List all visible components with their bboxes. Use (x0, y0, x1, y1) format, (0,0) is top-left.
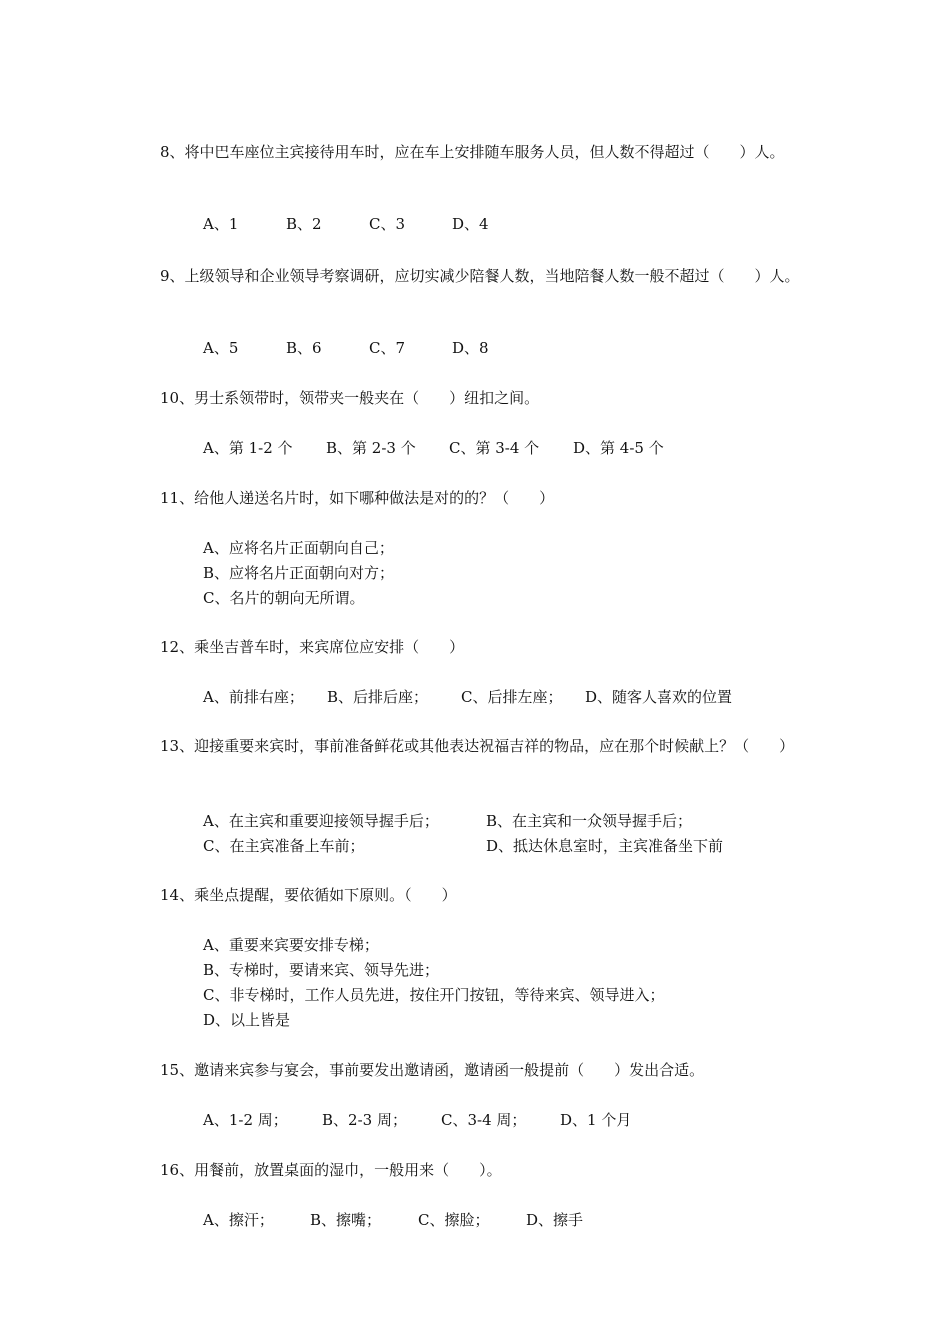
option-d: D、8 (452, 339, 489, 357)
question-15-stem: 15、邀请来宾参与宴会，事前要发出邀请函，邀请函一般提前（ ）发出合适。 (160, 1061, 705, 1079)
option-b: B、后排后座； (327, 688, 429, 706)
question-16-options (203, 1208, 584, 1232)
option-b: B、6 (286, 339, 322, 357)
question-12-options (203, 685, 733, 709)
question-9-stem: 9、上级领导和企业领导考察调研，应切实减少陪餐人数，当地陪餐人数一般不超过（ ）人。 (160, 267, 800, 285)
option-d: D、随客人喜欢的位置 (585, 688, 733, 706)
option-b: B、在主宾和一众领导握手后； (486, 812, 693, 830)
question-10-stem: 10、男士系领带时，领带夹一般夹在（ ）纽扣之间。 (160, 389, 540, 407)
option-b: B、2 (286, 215, 322, 233)
question-13-options-row1 (203, 809, 693, 833)
option-c: C、擦脸； (418, 1211, 490, 1229)
question-15-options (203, 1108, 632, 1132)
option-d: D、4 (452, 215, 489, 233)
question-16-stem: 16、用餐前，放置桌面的湿巾，一般用来（ ）。 (160, 1161, 502, 1179)
question-11-option-a: A、应将名片正面朝向自己； (203, 539, 394, 557)
option-a: A、1-2 周； (203, 1111, 288, 1129)
question-10-options (203, 436, 664, 460)
option-c: C、3 (369, 215, 406, 233)
option-d: D、抵达休息室时，主宾准备坐下前 (486, 837, 724, 855)
question-13-options-row2 (203, 834, 724, 858)
question-8-stem: 8、将中巴车座位主宾接待用车时，应在车上安排随车服务人员，但人数不得超过（ ）人。 (160, 143, 785, 161)
option-b: B、第 2-3 个 (326, 439, 416, 457)
question-14-stem: 14、乘坐点提醒，要依循如下原则。（ ） (160, 886, 457, 904)
option-c: C、后排左座； (461, 688, 563, 706)
question-13-stem: 13、迎接重要来宾时，事前准备鲜花或其他表达祝福吉祥的物品，应在那个时候献上？（ ） (160, 737, 795, 755)
question-14-option-c: C、非专梯时，工作人员先进，按住开门按钮，等待来宾、领导进入； (203, 986, 665, 1004)
option-a: A、第 1-2 个 (203, 439, 293, 457)
option-c: C、在主宾准备上车前； (203, 837, 365, 855)
question-14-option-d: D、以上皆是 (203, 1011, 291, 1029)
question-14-option-a: A、重要来宾要安排专梯； (203, 936, 379, 954)
option-d: D、擦手 (526, 1211, 584, 1229)
question-12-stem: 12、乘坐吉普车时，来宾席位应安排（ ） (160, 638, 465, 656)
option-c: C、7 (369, 339, 406, 357)
option-b: B、擦嘴； (310, 1211, 382, 1229)
question-14-option-b: B、专梯时，要请来宾、领导先进； (203, 961, 440, 979)
option-a: A、在主宾和重要迎接领导握手后； (203, 812, 439, 830)
option-b: B、2-3 周； (322, 1111, 407, 1129)
option-c: C、第 3-4 个 (449, 439, 540, 457)
question-9-options (203, 336, 489, 360)
question-8-options (203, 212, 489, 236)
question-11-option-b: B、应将名片正面朝向对方； (203, 564, 395, 582)
question-11-option-c: C、名片的朝向无所谓。 (203, 589, 365, 607)
option-a: A、1 (203, 215, 239, 233)
option-a: A、5 (203, 339, 239, 357)
option-d: D、第 4-5 个 (573, 439, 664, 457)
option-c: C、3-4 周； (441, 1111, 527, 1129)
option-a: A、擦汗； (203, 1211, 274, 1229)
question-11-stem: 11、给他人递送名片时，如下哪种做法是对的的？（ ） (160, 489, 555, 507)
option-a: A、前排右座； (203, 688, 304, 706)
option-d: D、1 个月 (560, 1111, 632, 1129)
